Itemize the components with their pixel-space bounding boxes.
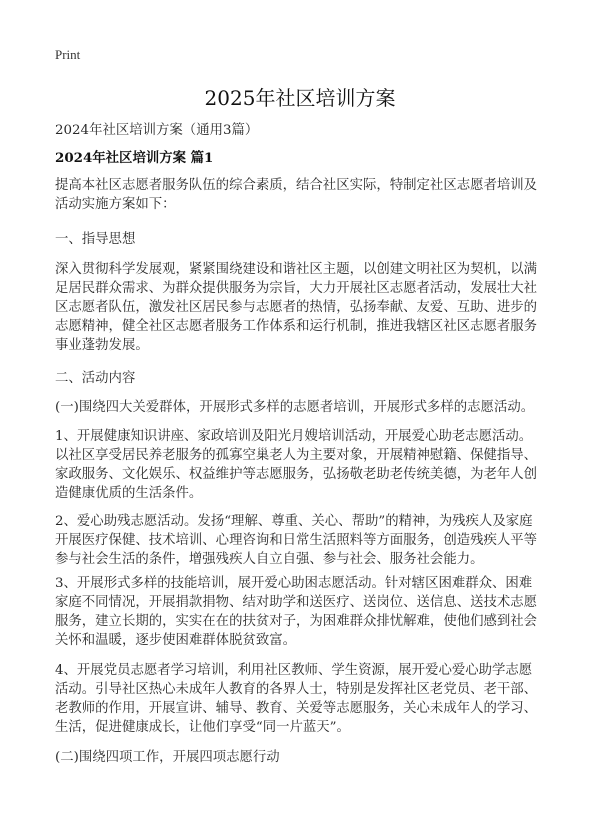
body-paragraph <box>55 661 537 737</box>
paragraph-line: 足居民群众需求、为群众提供服务为宗旨，大力开展社区志愿者活动，发展壮大社 <box>55 281 538 296</box>
paragraph-line: (二)围绕四项工作，开展四项志愿行动 <box>55 750 280 765</box>
body-paragraph <box>55 260 537 355</box>
paragraph-line: (一)围绕四大关爱群体，开展形式多样的志愿者培训，开展形式多样的志愿活动。 <box>55 400 535 415</box>
paragraph-line: 深入贯彻科学发展观，紧紧围绕建设和谐社区主题，以创建文明社区为契机，以满 <box>55 262 538 277</box>
paragraph-line: 服务，建立长期的，实实在在的扶贫对子，为困难群众排忧解难，使他们感到社会 <box>55 614 538 629</box>
paragraph-line: 区志愿者队伍，激发社区居民参与志愿者的热情，弘扬奉献、友爱、互助、进步的 <box>55 300 538 315</box>
paragraph-line: 以社区享受居民养老服务的孤寡空巢老人为主要对象，开展精神慰籍、保健指导、 <box>55 448 538 463</box>
section-heading-paragraph <box>55 748 280 767</box>
paragraph-line: 活动。引导社区热心未成年人教育的各界人士，特别是发挥社区老党员、老干部、 <box>55 682 538 697</box>
paragraph-line: 造健康优质的生活条件。 <box>55 486 203 501</box>
body-paragraph <box>55 512 537 569</box>
paragraph-line: 家庭不同情况，开展捐款捐物、结对助学和送医疗、送岗位、送信息、送技术志愿 <box>55 595 538 610</box>
print-link[interactable]: Print <box>55 47 81 62</box>
paragraph-line: 志愿精神，健全社区志愿者服务工作体系和运行机制，推进我辖区社区志愿者服务 <box>55 319 538 334</box>
paragraph-line: 参与社会生活的条件，增强残疾人自立自强、参与社会、服务社会能力。 <box>55 552 484 567</box>
body-paragraph <box>55 427 537 503</box>
body-paragraph <box>55 176 537 214</box>
body-paragraph <box>55 398 534 417</box>
body-paragraph <box>55 574 537 650</box>
document-title: 2025年社区培训方案 <box>204 86 396 110</box>
paragraph-line: 老教师的作用，开展宣讲、辅导、教育、关爱等志愿服务，关心未成年人的学习、 <box>55 701 538 716</box>
paragraph-line: 2、爱心助残志愿活动。发扬“理解、尊重、关心、帮助”的精神，为残疾人及家庭 <box>55 514 533 529</box>
paragraph-line: 1、开展健康知识讲座、家政培训及阳光月嫂培训活动，开展爱心助老志愿活动。 <box>55 429 533 444</box>
paragraph-line: 关怀和温暖，逐步使困难群体脱贫致富。 <box>55 633 297 648</box>
paragraph-line: 事业蓬勃发展。 <box>55 338 149 353</box>
paragraph-line: 4、开展党员志愿者学习培训，利用社区教师、学生资源，展开爱心爱心助学志愿 <box>55 663 533 678</box>
paragraph-line: 开展医疗保健、技术培训、心理咨询和日常生活照料等方面服务，创造残疾人平等 <box>55 533 538 548</box>
paragraph-line: 一、指导思想 <box>55 232 136 247</box>
paragraph-line: 二、活动内容 <box>55 371 136 386</box>
section-heading-paragraph <box>55 369 135 388</box>
paragraph-line: 提高本社区志愿者服务队伍的综合素质，结合社区实际，特制定社区志愿者培训及 <box>55 178 538 193</box>
paragraph-line: 家政服务、文化娱乐、权益维护等志愿服务，弘扬敬老助老传统美德，为老年人创 <box>55 467 538 482</box>
document-subtitle: 2024年社区培训方案（通用3篇） <box>55 123 259 138</box>
paragraph-line: 3、开展形式多样的技能培训，展开爱心助困志愿活动。针对辖区困难群众、困难 <box>55 576 533 591</box>
paragraph-line: 活动实施方案如下： <box>55 197 176 212</box>
section-heading: 2024年社区培训方案 篇1 <box>55 150 214 166</box>
section-heading-paragraph <box>55 230 135 249</box>
paragraph-line: 生活，促进健康成长，让他们享受“同一片蓝天”。 <box>55 720 350 735</box>
